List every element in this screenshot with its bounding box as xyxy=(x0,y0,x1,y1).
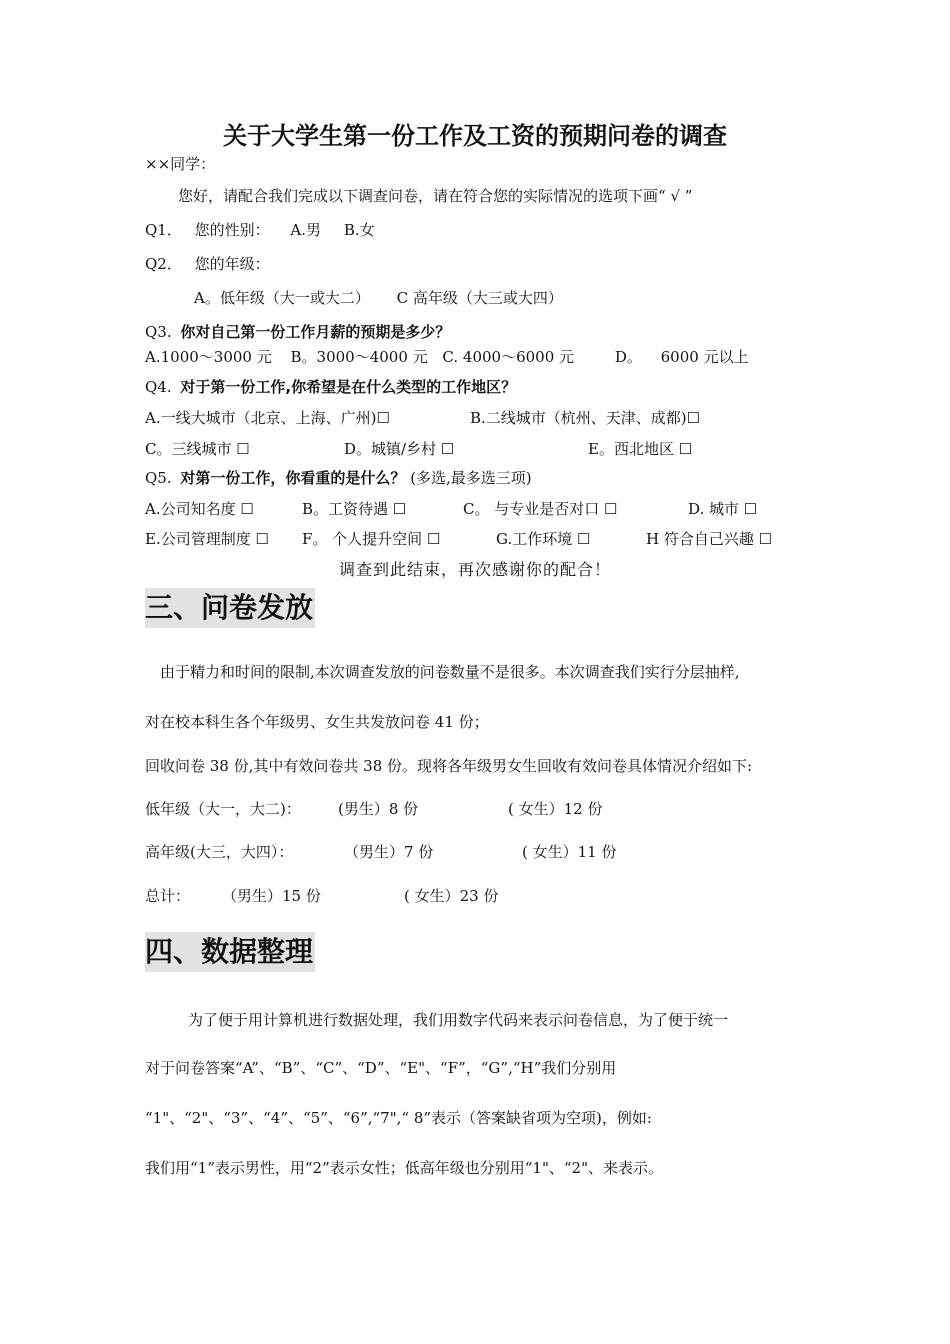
q5-option-h[interactable]: H 符合自己兴趣 ☐ xyxy=(646,530,773,548)
q5-number: Q5. xyxy=(145,469,172,487)
q3-option-a[interactable]: A.1000～3000 元 xyxy=(145,348,272,366)
q5-option-e[interactable]: E.公司管理制度 ☐ xyxy=(145,530,269,548)
q5-row xyxy=(145,468,532,488)
q4-option-d[interactable]: D。城镇/乡村 ☐ xyxy=(344,440,455,458)
high-grade-male: （男生）7 份 xyxy=(344,843,434,861)
q2-number: Q2． xyxy=(145,255,182,273)
high-grade-female: ( 女生）11 份 xyxy=(522,843,617,861)
q5-option-c[interactable]: C。 与专业是否对口 ☐ xyxy=(463,500,618,518)
intro-text: 您好，请配合我们完成以下调查问卷，请在符合您的实际情况的选项下画“ √ ” xyxy=(178,187,693,205)
q4-option-e[interactable]: E。西北地区 ☐ xyxy=(588,440,693,458)
q3-option-b[interactable]: B。3000～4000 元 xyxy=(290,348,428,366)
section3-heading: 三、问卷发放 xyxy=(145,588,315,628)
closing-text: 调查到此结束，再次感谢你的配合！ xyxy=(338,560,611,579)
q4-option-a[interactable]: A.一线大城市（北京、上海、广州)☐ xyxy=(145,409,390,427)
q3-row xyxy=(145,322,450,342)
low-grade-male: (男生）8 份 xyxy=(338,800,419,818)
section3-paragraph-1: 由于精力和时间的限制,本次调查发放的问卷数量不是很多。本次调查我们实行分层抽样, xyxy=(160,663,740,681)
q3-options xyxy=(145,347,749,367)
q4-number: Q4. xyxy=(145,378,172,396)
q1-option-b[interactable]: B.女 xyxy=(343,221,375,239)
total-label: 总计： xyxy=(145,887,191,905)
q4-text: 对于第一份工作,你希望是在什么类型的工作地区？ xyxy=(180,378,517,396)
section4-paragraph-2: 对于问卷答案“A”、“B”、“C”、“D”、“E"、“F”，“G”,“H”我们分别用 xyxy=(145,1059,617,1077)
low-grade-label: 低年级（大一，大二)： xyxy=(145,800,301,818)
section4-paragraph-1: 为了便于用计算机进行数据处理，我们用数字代码来表示问卷信息，为了便于统一 xyxy=(188,1011,729,1029)
low-grade-female: ( 女生）12 份 xyxy=(508,800,603,818)
q2-row xyxy=(145,254,270,274)
q4-option-c[interactable]: C。三线城市 ☐ xyxy=(145,440,250,458)
q2-options xyxy=(194,288,563,308)
q3-number: Q3. xyxy=(145,323,172,341)
q3-option-d-value: 6000 元以上 xyxy=(660,348,749,366)
q3-text: 你对自己第一份工作月薪的预期是多少？ xyxy=(180,323,451,341)
q1-number: Q1． xyxy=(145,221,182,239)
q4-option-b[interactable]: B.二线城市（杭州、天津、成都)☐ xyxy=(470,409,701,427)
q1-text: 您的性别： xyxy=(194,221,270,239)
high-grade-label: 高年级(大三，大四）： xyxy=(145,843,294,861)
q5-option-b[interactable]: B。工资待遇 ☐ xyxy=(302,500,407,518)
q1-option-a[interactable]: A.男 xyxy=(290,221,322,239)
q5-option-d[interactable]: D. 城市 ☐ xyxy=(688,500,758,518)
section3-paragraph-2: 对在校本科生各个年级男、女生共发放问卷 41 份； xyxy=(145,713,489,731)
q5-text: 对第一份工作，你看重的是什么？ xyxy=(180,469,406,487)
section3-paragraph-3: 回收问卷 38 份,其中有效问卷共 38 份。现将各年级男女生回收有效问卷具体情况介绍如下: xyxy=(145,757,753,775)
section4-paragraph-4: 我们用“1”表示男性，用“2”表示女性；低高年级也分别用“1"、“2"、来表示。 xyxy=(145,1159,663,1177)
q5-option-a[interactable]: A.公司知名度 ☐ xyxy=(145,500,254,518)
q3-option-d[interactable]: D。 xyxy=(614,348,642,366)
q1-row xyxy=(145,220,375,240)
q2-option-c[interactable]: C 高年级（大三或大四） xyxy=(396,289,563,307)
q2-option-a[interactable]: A。低年级（大一或大二） xyxy=(194,289,370,307)
q4-row xyxy=(145,377,516,397)
q2-text: 您的年级： xyxy=(194,255,270,273)
q3-option-c[interactable]: C. 4000～6000 元 xyxy=(442,348,575,366)
q5-option-f[interactable]: F。 个人提升空间 ☐ xyxy=(302,530,441,548)
total-male: （男生）15 份 xyxy=(222,887,321,905)
q5-option-g[interactable]: G.工作环境 ☐ xyxy=(496,530,591,548)
q5-note: (多选,最多选三项) xyxy=(410,469,532,487)
section4-paragraph-3: “1"、“2"、“3”、“4”、“5”、“6”,“7",“ 8”表示（答案缺省项为空项)，例如: xyxy=(145,1109,652,1127)
greeting: ××同学： xyxy=(145,155,216,173)
total-female: ( 女生）23 份 xyxy=(404,887,499,905)
document-title: 关于大学生第一份工作及工资的预期问卷的调查 xyxy=(223,122,727,150)
section4-heading: 四、数据整理 xyxy=(145,932,315,972)
